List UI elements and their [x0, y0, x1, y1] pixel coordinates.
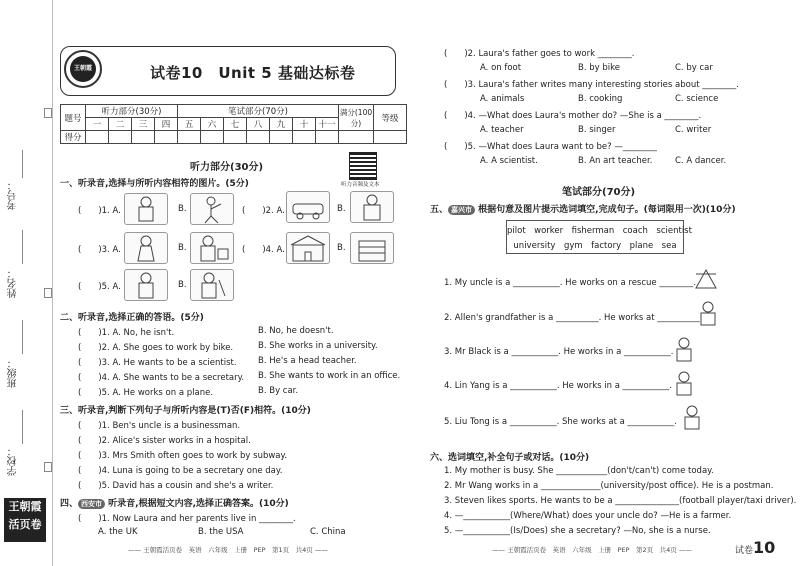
- p1-q3-b-label: B.: [178, 243, 187, 253]
- part4-prefix: 四、: [60, 499, 79, 509]
- p1-q1-b-picture[interactable]: [190, 193, 234, 225]
- column-label: 六: [201, 118, 224, 131]
- p4-q1-option: B. the USA: [198, 527, 244, 537]
- p4-q2-option: A. on foot: [480, 63, 522, 73]
- word-bank: [506, 220, 692, 254]
- part5-heading: [430, 202, 736, 215]
- p5-item: 2. Allen's grandfather is a __________. He works at __________.: [444, 313, 703, 323]
- name-label: 姓名：: [8, 268, 19, 298]
- score-table: [60, 104, 407, 144]
- p4-q1: ( )1. Now Laura and her parents live in ________.: [78, 514, 296, 524]
- brand-box: [4, 498, 46, 542]
- p4-q1-option: A. the UK: [98, 527, 138, 537]
- grade-label: 等级: [374, 105, 407, 131]
- p1-q2-b-label: B.: [337, 204, 346, 214]
- written-heading: 笔试部分(70分): [562, 187, 636, 198]
- score-cell[interactable]: [270, 131, 293, 144]
- p1-q1-a-picture[interactable]: [124, 193, 168, 225]
- logo-text: 王朝霞: [73, 65, 92, 72]
- score-cell[interactable]: [109, 131, 132, 144]
- qr-caption: 听力音频及文本: [341, 182, 380, 188]
- part5-prefix: 五、: [430, 205, 449, 215]
- p1-q1-label: ( )1. A.: [78, 206, 121, 216]
- p2-q2-b: B. She works in a university.: [258, 341, 378, 351]
- listening-group-label: 听力部分(30分): [86, 105, 178, 118]
- score-cell[interactable]: [374, 131, 407, 144]
- school-label: 学校：: [8, 446, 19, 476]
- written-group-label: 笔试部分(70分): [178, 105, 339, 118]
- p2-q3-a: ( )3. A. He wants to be a scientist.: [78, 358, 237, 368]
- class-label: 班级：: [8, 358, 19, 388]
- word-bank-line2: university gym factory plane sea: [513, 241, 677, 251]
- part4-heading: [60, 496, 289, 509]
- part6-heading: 六、选词填空,补全句子或对话。(10分): [430, 453, 590, 463]
- p1-q3-label: ( )3. A.: [78, 245, 121, 255]
- p6-item: 4. —___________(Where/What) does your uncle do? —He is a farmer.: [444, 511, 732, 521]
- p1-q5-label: ( )5. A.: [78, 282, 121, 292]
- p2-q2-a: ( )2. A. She goes to work by bike.: [78, 343, 234, 353]
- p4-q3-option: A. animals: [480, 94, 525, 104]
- score-cell[interactable]: [155, 131, 178, 144]
- score-cell[interactable]: [178, 131, 201, 144]
- column-label: 十一: [316, 118, 339, 131]
- score-cell[interactable]: [293, 131, 316, 144]
- name-line: [22, 230, 23, 264]
- footer-right: —— 王朝霞活页卷 英语 六年级 上册 PEP 第2页 共4页 ——: [492, 546, 692, 554]
- p4-q4-option: B. singer: [578, 125, 616, 135]
- word-bank-line1: pilot worker fisherman coach scientist: [507, 226, 692, 236]
- p2-q4-a: ( )4. A. She wants to be a secretary.: [78, 373, 245, 383]
- part2-heading: 二、听录音,选择正确的答语。(5分): [60, 313, 204, 323]
- column-label: 八: [247, 118, 270, 131]
- region-badge: 西安市: [78, 499, 105, 509]
- p2-q3-b: B. He's a head teacher.: [258, 356, 357, 366]
- helicopter-rescue-icon: [694, 266, 718, 292]
- score-cell[interactable]: [247, 131, 270, 144]
- p4-q4: ( )4. —What does Laura's mother do? —She is a ________.: [444, 111, 702, 121]
- p3-item: ( )1. Ben's uncle is a businessman.: [78, 421, 241, 431]
- scientist-icon: [680, 404, 704, 430]
- qr-code-icon[interactable]: [349, 152, 377, 180]
- column-label: 五: [178, 118, 201, 131]
- p1-q4-a-picture[interactable]: [286, 232, 330, 264]
- p1-q3-b-picture[interactable]: [190, 232, 234, 264]
- p4-q2: ( )2. Laura's father goes to work ________.: [444, 49, 635, 59]
- p6-item: 5. —___________(Is/Does) she a secretary? —No, she is a nurse.: [444, 526, 711, 536]
- full-score-label: 满分(100分): [339, 105, 374, 131]
- paper-label: 试卷: [735, 546, 754, 556]
- column-label: 七: [224, 118, 247, 131]
- p4-q5: ( )5. —What does Laura want to be? —________: [444, 142, 657, 152]
- p3-item: ( )2. Alice's sister works in a hospital.: [78, 436, 251, 446]
- p4-q5-option: A. A scientist.: [480, 156, 538, 166]
- p3-item: ( )5. David has a cousin and she's a writer.: [78, 481, 274, 491]
- p4-q3-option: B. cooking: [578, 94, 623, 104]
- p1-q2-a-picture[interactable]: [286, 191, 330, 223]
- score-cell[interactable]: [339, 131, 374, 144]
- p1-q2-label: ( )2. A.: [242, 206, 285, 216]
- p1-q4-b-picture[interactable]: [350, 232, 394, 264]
- p1-q3-a-picture[interactable]: [124, 232, 168, 264]
- p5-item: 3. Mr Black is a ___________. He works in a ___________.: [444, 347, 674, 357]
- p3-item: ( )3. Mrs Smith often goes to work by subway.: [78, 451, 288, 461]
- p4-q5-option: B. An art teacher.: [578, 156, 653, 166]
- p2-q4-b: B. She wants to work in an office.: [258, 371, 401, 381]
- pilot-icon: [672, 370, 696, 396]
- p4-q4-option: C. writer: [675, 125, 712, 135]
- p1-q2-b-picture[interactable]: [350, 191, 394, 223]
- column-label: 二: [109, 118, 132, 131]
- column-label: 三: [132, 118, 155, 131]
- coach-icon: [672, 336, 696, 362]
- paper-number-value: 10: [753, 538, 776, 557]
- publisher-logo: [64, 50, 102, 88]
- part3-heading: 三、听录音,判断下列句子与所听内容是(T)否(F)相符。(10分): [60, 406, 311, 416]
- p3-item: ( )4. Luna is going to be a secretary one day.: [78, 466, 283, 476]
- column-label: 一: [86, 118, 109, 131]
- p4-q4-option: A. teacher: [480, 125, 524, 135]
- p1-q5-b-picture[interactable]: [190, 269, 234, 301]
- brand-line2: 活页卷: [8, 518, 42, 531]
- exam-number-label: 考号：: [8, 180, 19, 210]
- p6-item: 3. Steven likes sports. He wants to be a _______________(football player/taxi driver).: [444, 496, 797, 506]
- page-title: 试卷10 Unit 5 基础达标卷: [150, 64, 356, 82]
- part5-text: 根据句意及图片提示选词填空,完成句子。(每词限用一次)(10分): [478, 205, 736, 215]
- p4-q3: ( )3. Laura's father writes many interesting stories about ________.: [444, 80, 739, 90]
- column-label: 十: [293, 118, 316, 131]
- p6-item: 1. My mother is busy. She ____________(don't/can't) come today.: [444, 466, 714, 476]
- p5-item: 4. Lin Yang is a ___________. He works in a ___________.: [444, 381, 673, 391]
- p5-item: 1. My uncle is a ___________. He works on a rescue ________.: [444, 278, 697, 288]
- p1-q5-a-picture[interactable]: [124, 269, 168, 301]
- score-cell[interactable]: [132, 131, 155, 144]
- footer-left: —— 王朝霞活页卷 英语 六年级 上册 PEP 第1页 共4页 ——: [128, 546, 328, 554]
- question-no-label: 题号: [61, 105, 86, 131]
- p1-q4-label: ( )4. A.: [242, 245, 285, 255]
- listening-heading: 听力部分(30分): [190, 162, 264, 173]
- region-badge: 嘉兴市: [448, 205, 475, 215]
- p2-q5-b: B. By car.: [258, 386, 299, 396]
- p1-q4-b-label: B.: [337, 243, 346, 253]
- p6-item: 2. Mr Wang works in a ______________(university/post office). He is a postman.: [444, 481, 774, 491]
- p2-q5-a: ( )5. A. He works on a plane.: [78, 388, 214, 398]
- punch-hole: [44, 288, 52, 298]
- score-cell[interactable]: [201, 131, 224, 144]
- score-cell[interactable]: [86, 131, 109, 144]
- part4-text: 听录音,根据短文内容,选择正确答案。(10分): [108, 499, 289, 509]
- paper-number: [735, 538, 775, 557]
- exam-number-line: [22, 150, 23, 178]
- p4-q2-option: C. by car: [675, 63, 713, 73]
- punch-hole: [44, 108, 52, 118]
- p4-q5-option: C. A dancer.: [675, 156, 727, 166]
- p4-q3-option: C. science: [675, 94, 719, 104]
- column-label: 九: [270, 118, 293, 131]
- score-cell[interactable]: [224, 131, 247, 144]
- school-line: [22, 410, 23, 444]
- p1-q5-b-label: B.: [178, 280, 187, 290]
- score-cell[interactable]: [316, 131, 339, 144]
- p2-q1-b: B. No, he doesn't.: [258, 326, 334, 336]
- p2-q1-a: ( )1. A. No, he isn't.: [78, 328, 175, 338]
- binding-sidebar: [0, 0, 53, 566]
- p5-item: 5. Liu Tong is a ___________. She works at a ___________.: [444, 417, 678, 427]
- p4-q2-option: B. by bike: [578, 63, 620, 73]
- p1-q1-b-label: B.: [178, 204, 187, 214]
- class-line: [22, 320, 23, 354]
- punch-hole: [44, 462, 52, 472]
- p4-q1-option: C. China: [310, 527, 346, 537]
- brand-line1: 王朝霞: [8, 500, 42, 513]
- part1-heading: 一、听录音,选择与所听内容相符的图片。(5分): [60, 179, 249, 189]
- worker-icon: [696, 300, 720, 326]
- column-label: 四: [155, 118, 178, 131]
- score-row-label: 得分: [61, 131, 86, 144]
